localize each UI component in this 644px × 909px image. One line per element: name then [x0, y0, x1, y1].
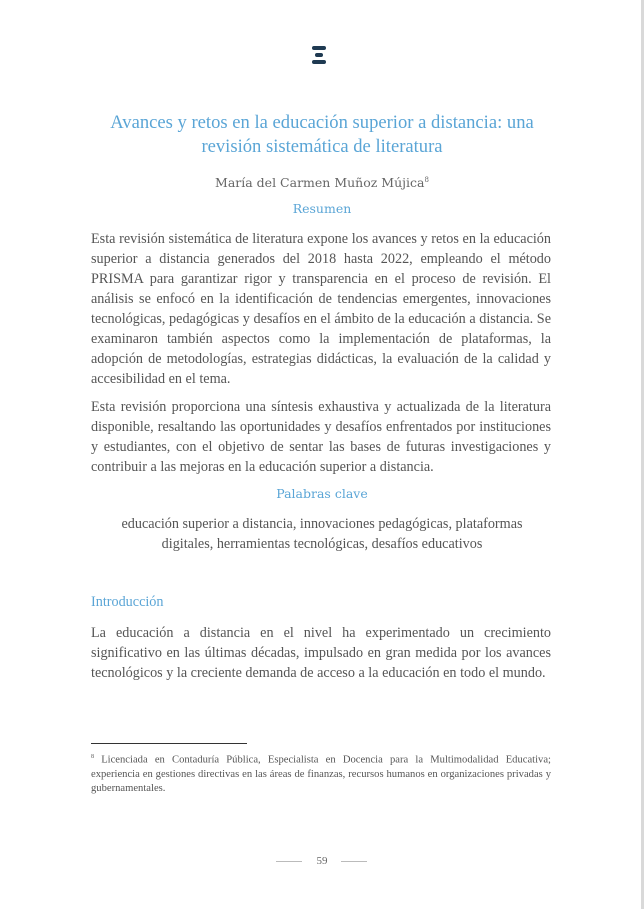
page-number-line-right — [341, 861, 367, 862]
author-footnote-mark: 8 — [424, 176, 429, 184]
paper-title: Avances y retos en la educación superior a distancia: una revisión sistemática de literatura — [110, 112, 534, 157]
footnote-divider — [91, 743, 247, 744]
introduction-paragraph: La educación a distancia en el nivel ha experimentado un crecimiento significativo en las últimas décadas, impulsado en gran medida por los avances tecnológicos y la creciente demanda de acceso a la educación en todo el mundo. — [91, 625, 551, 681]
footnote — [91, 750, 551, 796]
stacked-bars-logo-icon — [312, 46, 326, 64]
abstract-paragraph-2: Esta revisión proporciona una síntesis exhaustiva y actualizada de la literatura disponible, resaltando las oportunidades y desafíos enfrentados por instituciones y estudiantes, con el objetivo de sentar las bases de futuras investigaciones y contribuir a las mejoras en la educación superior a distancia. — [91, 399, 551, 475]
abstract-paragraph-1: Esta revisión sistemática de literatura expone los avances y retos en la educación superior a distancia generados del 2018 hasta 2022, empleando el método PRISMA para garantizar rigor y transparencia en el proceso de revisión. El análisis se enfocó en la identificación de tendencias emergentes, innovaciones tecnológicas, pedagógicas y desafíos en el ámbito de la educación a distancia. Se examinaron también aspectos como la implementación de plataformas, la adopción de metodologías, estrategias didácticas, la evaluación de la calidad y accesibilidad en el tema. — [91, 231, 551, 387]
footnote-text: Licenciada en Contaduría Pública, Especialista en Docencia para la Multimodalidad Educativa; experiencia en gestiones directivas en las áreas de finanzas, recursos humanos en organizaciones privadas y gubernamentales. — [91, 754, 551, 794]
footnote-mark: 8 — [91, 754, 94, 760]
abstract-heading: Resumen — [292, 201, 352, 216]
author-line — [90, 172, 554, 191]
introduction-heading: Introducción — [91, 594, 164, 610]
keywords-text: educación superior a distancia, innovaciones pedagógicas, plataformas digitales, herramientas tecnológicas, desafíos educativos — [121, 516, 523, 552]
author-name: María del Carmen Muñoz Mújica — [215, 175, 425, 191]
page-number-line-left — [276, 861, 302, 862]
page-number: 59 — [316, 855, 328, 867]
keywords-heading: Palabras clave — [276, 486, 368, 501]
